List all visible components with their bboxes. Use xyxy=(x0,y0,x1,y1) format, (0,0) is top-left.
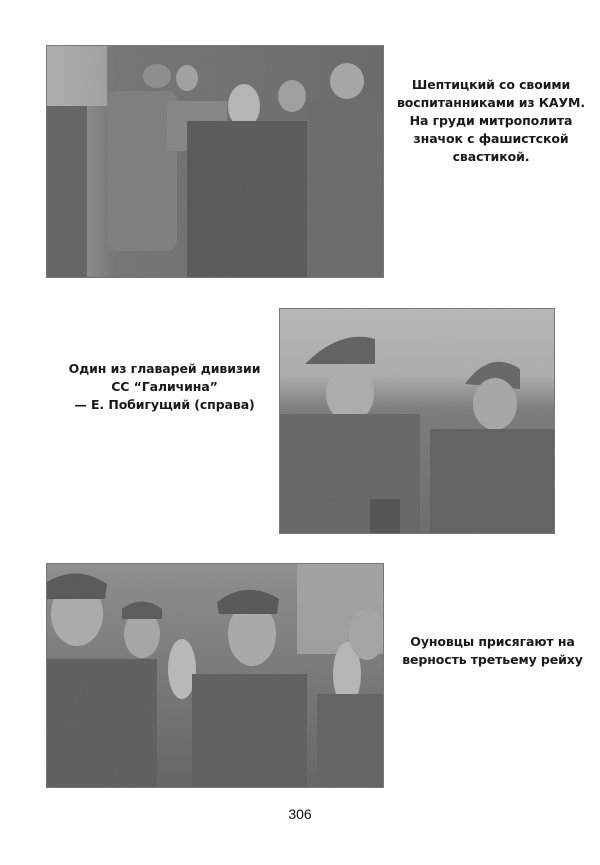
photo-division-officers xyxy=(279,308,555,534)
photo-metropolitan-group-image xyxy=(47,46,383,277)
caption-line: Оуновцы присягают на xyxy=(410,634,575,649)
photo-division-officers-image xyxy=(280,309,554,533)
caption-line: свастикой. xyxy=(452,149,530,164)
caption-line: СС “Галичина” xyxy=(111,379,218,394)
caption-photo-2 xyxy=(62,360,267,414)
caption-line: воспитанниками из КАУМ. xyxy=(396,95,586,110)
photo-metropolitan-group xyxy=(46,45,384,278)
caption-photo-3 xyxy=(395,633,590,669)
caption-photo-1 xyxy=(392,76,590,166)
page-number: 306 xyxy=(288,806,312,822)
photo-oath-ceremony xyxy=(46,563,384,788)
caption-line: — Е. Побигущий (справа) xyxy=(74,397,255,412)
caption-line: Один из главарей дивизии xyxy=(68,361,261,376)
caption-line: верность третьему рейху xyxy=(402,652,583,667)
caption-line: Шептицкий со своими xyxy=(411,77,571,92)
caption-line: На груди митрополита xyxy=(409,113,573,128)
photo-oath-ceremony-image xyxy=(47,564,383,787)
caption-line: значок с фашистской xyxy=(413,131,569,146)
